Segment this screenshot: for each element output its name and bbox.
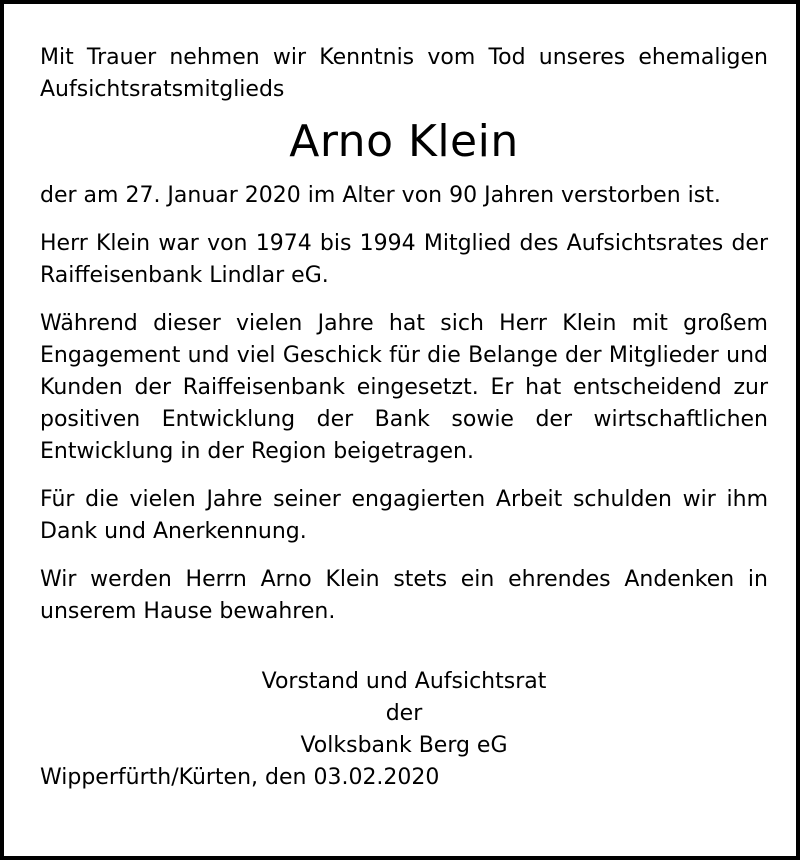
- signature-line-3: Volksbank Berg eG: [300, 733, 508, 758]
- signature-line-1: Vorstand und Aufsichtsrat: [261, 669, 547, 694]
- signature-line-2: der: [385, 701, 423, 726]
- paragraph-engagement: Während dieser vielen Jahre hat sich Herr Klein mit großem Engagement und viel Geschick für die Belange der Mitglieder und Kunden der Raiffeisenbank eingesetzt. Er hat entscheidend zur positiven Entwicklung der Bank sowie der wirtschaftlichen Entwicklung in der Region beigetragen.: [40, 311, 768, 464]
- paragraph-remembrance: Wir werden Herrn Arno Klein stets ein ehrendes Andenken in unserem Hause bewahren.: [40, 567, 768, 624]
- place-date: Wipperfürth/Kürten, den 03.02.2020: [40, 765, 440, 790]
- deceased-name: Arno Klein: [289, 116, 519, 167]
- obituary-content: [40, 42, 768, 794]
- paragraph-membership: Herr Klein war von 1974 bis 1994 Mitglied des Aufsichtsrates der Raiffeisenbank Lindlar eG.: [40, 231, 768, 288]
- paragraph-gratitude: Für die vielen Jahre seiner engagierten Arbeit schulden wir ihm Dank und Anerkennung.: [40, 487, 768, 544]
- signature-block: [40, 666, 768, 762]
- intro-text: Mit Trauer nehmen wir Kenntnis vom Tod unseres ehemaligen Aufsichtsratsmitglieds: [40, 45, 768, 102]
- death-line: der am 27. Januar 2020 im Alter von 90 Jahren verstorben ist.: [40, 183, 721, 208]
